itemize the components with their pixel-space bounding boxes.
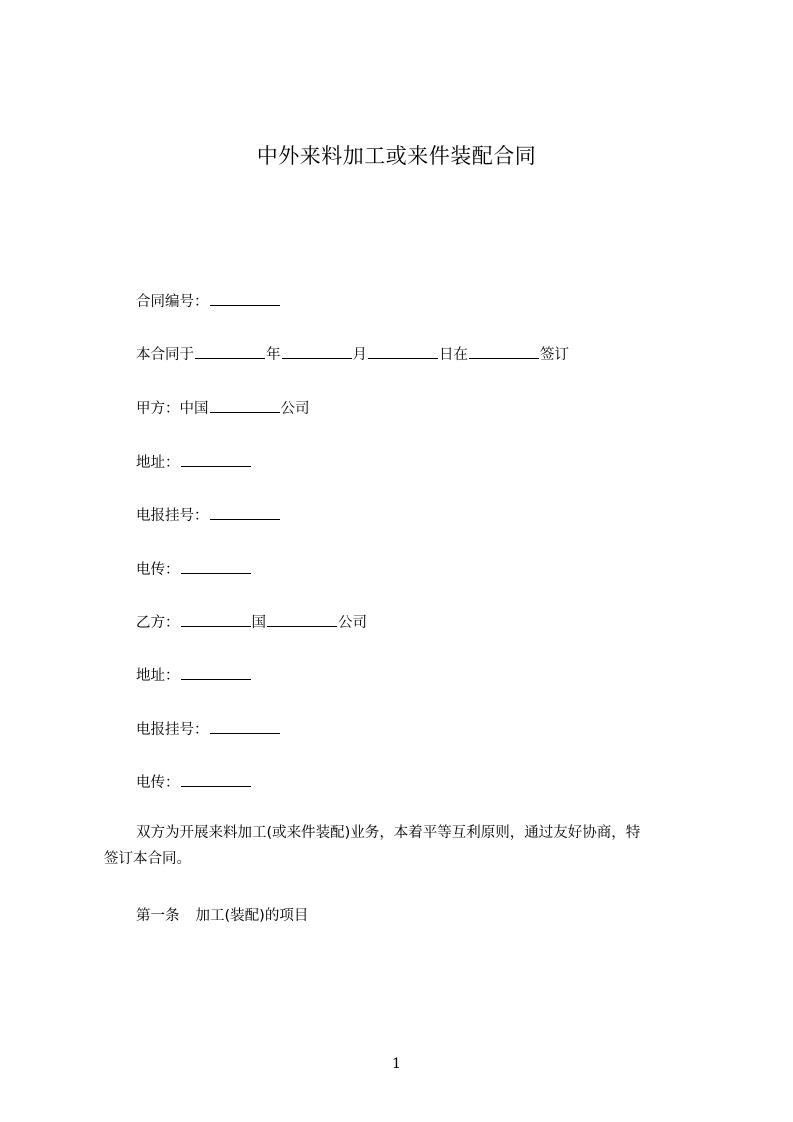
party-a-address-label: 地址： (136, 455, 180, 471)
signed-year-label: 年 (266, 347, 281, 363)
party-a-telegraph-blank[interactable] (210, 505, 280, 520)
signed-prefix: 本合同于 (136, 347, 194, 363)
party-a-address-blank[interactable] (181, 452, 251, 467)
article-1-heading (136, 904, 308, 925)
contract-number-blank[interactable] (210, 291, 280, 306)
party-a-fax-blank[interactable] (181, 559, 251, 574)
party-b-line (136, 612, 367, 633)
party-a-fax-line (136, 559, 252, 580)
party-a-telegraph-label: 电报挂号： (136, 508, 209, 524)
signing-date-line (136, 344, 569, 365)
contract-number-label: 合同编号： (136, 294, 209, 310)
intro-paragraph (104, 820, 704, 872)
party-b-address-line (136, 665, 252, 686)
party-a-suffix: 公司 (280, 401, 310, 417)
signed-month-blank[interactable] (282, 344, 352, 359)
contract-number-line (136, 291, 281, 312)
signed-day-blank[interactable] (368, 344, 438, 359)
party-b-telegraph-blank[interactable] (210, 719, 280, 734)
signed-day-at-label: 日在 (439, 347, 468, 363)
intro-line-1: 双方为开展来料加工(或来件装配)业务，本着平等互利原则，通过友好协商，特 (136, 825, 641, 841)
party-a-name-blank[interactable] (210, 398, 280, 413)
party-b-address-label: 地址： (136, 668, 180, 684)
party-b-telegraph-label: 电报挂号： (136, 722, 209, 738)
party-a-label: 甲方：中国 (136, 401, 209, 417)
party-b-name-blank[interactable] (267, 612, 337, 627)
party-b-fax-label: 电传： (136, 775, 180, 791)
signed-suffix: 签订 (540, 347, 569, 363)
party-b-country-label: 国 (251, 615, 266, 631)
article-1-title: 加工(装配)的项目 (195, 908, 309, 924)
document-title: 中外来料加工或来件装配合同 (256, 144, 537, 168)
party-b-address-blank[interactable] (181, 665, 251, 680)
party-b-suffix: 公司 (338, 615, 367, 631)
party-a-line (136, 398, 310, 419)
signed-place-blank[interactable] (469, 344, 539, 359)
signed-month-label: 月 (352, 347, 367, 363)
party-a-fax-label: 电传： (136, 562, 180, 578)
page-number: 1 (392, 1056, 401, 1072)
article-1-number: 第一条 (136, 908, 180, 924)
party-b-country-blank[interactable] (181, 612, 251, 627)
party-b-fax-line (136, 772, 252, 793)
party-b-telegraph-line (136, 719, 281, 740)
intro-line-2: 签订本合同。 (104, 851, 191, 867)
party-b-fax-blank[interactable] (181, 772, 251, 787)
signed-year-blank[interactable] (195, 344, 265, 359)
party-a-telegraph-line (136, 505, 281, 526)
party-a-address-line (136, 452, 252, 473)
party-b-label: 乙方： (136, 615, 180, 631)
